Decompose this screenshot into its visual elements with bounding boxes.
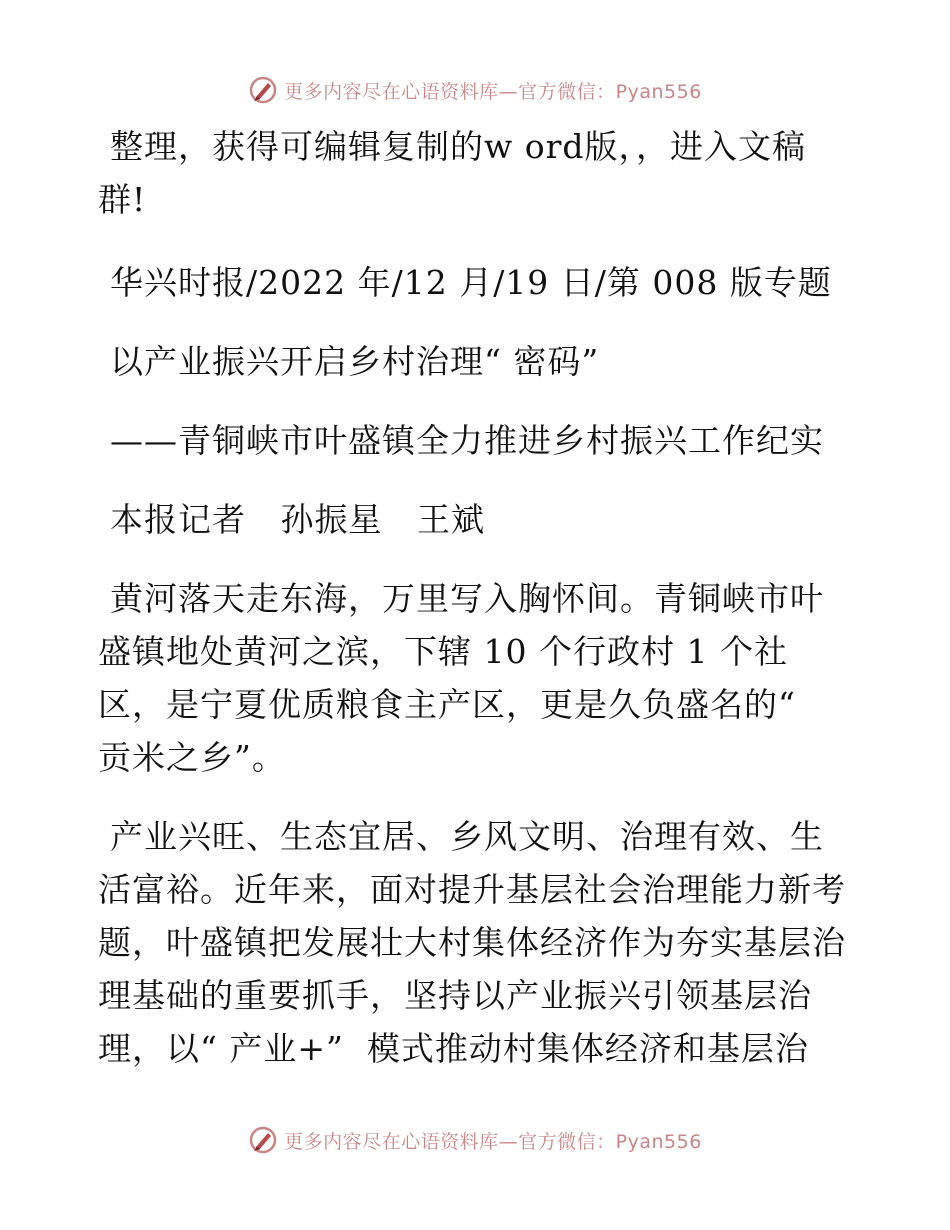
watermark-text: 更多内容尽在心语资料库—官方微信：Pyan556 [284,1130,702,1153]
watermark-header [0,70,950,110]
byline: 本报记者 孙振星 王斌 [110,500,485,539]
paragraph-1-line-3: 区，是宁夏优质粮食主产区，更是久负盛名的“ [98,685,796,724]
source-line: 华兴时报/2022 年/12 月/19 日/第 008 版专题 [110,263,832,302]
article-subtitle: ——青铜峡市叶盛镇全力推进乡村振兴工作纪实 [110,421,824,460]
paragraph-2-line-3: 题，叶盛镇把发展壮大村集体经济作为夯实基层治 [98,923,846,962]
intro-line-1: 整理，获得可编辑复制的w ord版，，进入文稿 [110,127,807,166]
article-title: 以产业振兴开启乡村治理“ 密码” [110,342,600,381]
paragraph-1-line-1: 黄河落天走东海，万里写入胸怀间。青铜峡市叶 [110,579,824,618]
intro-line-2: 群! [98,180,147,219]
paragraph-1-line-4: 贡米之乡”。 [98,738,286,777]
document-body [98,120,858,1075]
watermark-footer [0,1120,950,1160]
pen-logo-icon [248,75,278,105]
paragraph-2-line-1: 产业兴旺、生态宜居、乡风文明、治理有效、生 [110,817,824,856]
paragraph-1-line-2: 盛镇地处黄河之滨，下辖 10 个行政村 1 个社 [98,632,788,671]
paragraph-2-line-5: 理，以“ 产业+” 模式推动村集体经济和基层治 [98,1029,809,1068]
watermark-text: 更多内容尽在心语资料库—官方微信：Pyan556 [284,80,702,103]
paragraph-2-line-4: 理基础的重要抓手，坚持以产业振兴引领基层治 [98,976,812,1015]
pen-logo-icon [248,1125,278,1155]
paragraph-2-line-2: 活富裕。近年来，面对提升基层社会治理能力新考 [98,870,846,909]
